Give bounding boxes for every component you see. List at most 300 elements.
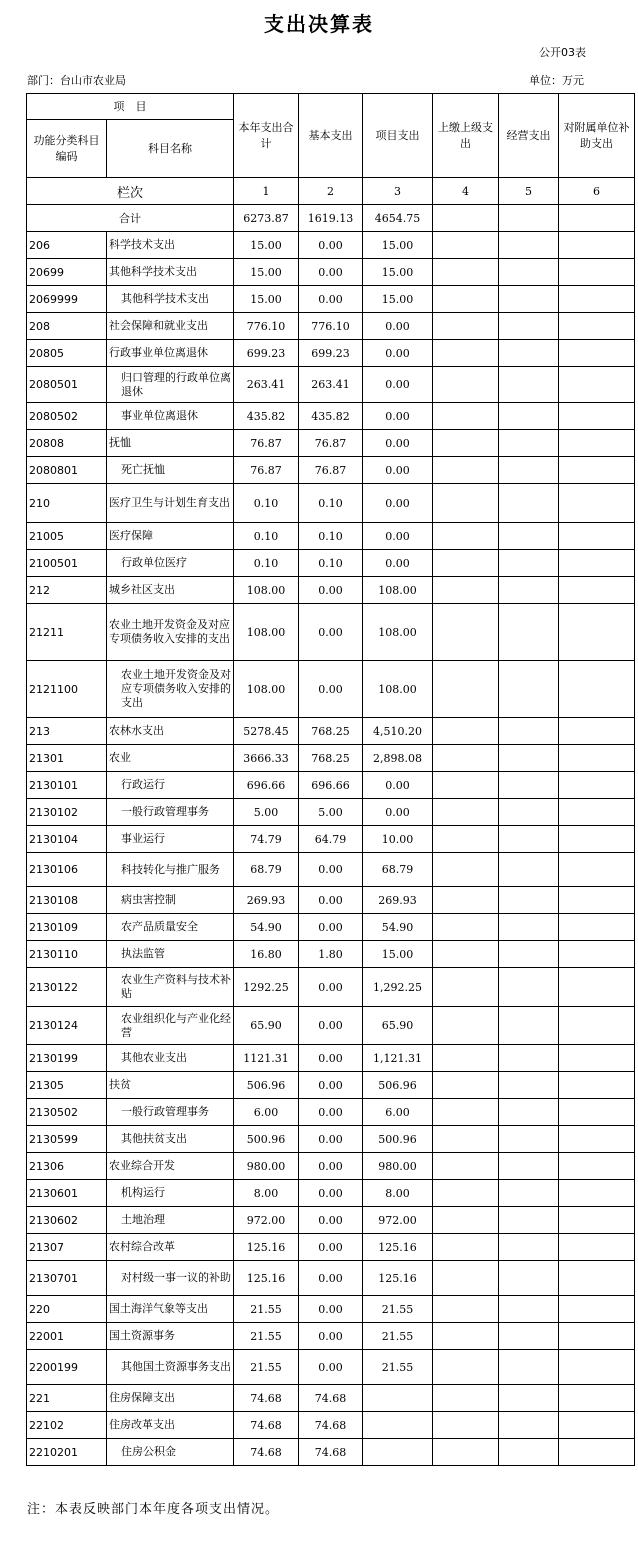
- total-cell: 5278.45: [234, 718, 299, 745]
- code-cell: 21211: [27, 604, 107, 661]
- basic-cell: 0.00: [299, 604, 363, 661]
- code-cell: 2130601: [27, 1180, 107, 1207]
- business-cell: [499, 1261, 559, 1296]
- total-cell: 74.68: [234, 1412, 299, 1439]
- basic-cell: 5.00: [299, 799, 363, 826]
- business-cell: [499, 523, 559, 550]
- basic-cell: 0.00: [299, 661, 363, 718]
- upper-cell: [433, 1323, 499, 1350]
- upper-cell: [433, 523, 499, 550]
- subsidy-cell: [559, 661, 635, 718]
- code-cell: 22001: [27, 1323, 107, 1350]
- total-cell: 21.55: [234, 1296, 299, 1323]
- name-cell: 扶贫: [107, 1072, 234, 1099]
- code-cell: 2130122: [27, 968, 107, 1007]
- total-cell: 21.55: [234, 1350, 299, 1385]
- subsidy-cell: [559, 1412, 635, 1439]
- table-row: [27, 914, 635, 941]
- upper-cell: [433, 1234, 499, 1261]
- table-row: [27, 1296, 635, 1323]
- project-cell: 0.00: [363, 340, 433, 367]
- table-row: [27, 1153, 635, 1180]
- total-cell: 435.82: [234, 403, 299, 430]
- table-row: [27, 1126, 635, 1153]
- table-row: [27, 484, 635, 523]
- subsidy-cell: [559, 577, 635, 604]
- project-cell: 0.00: [363, 367, 433, 403]
- project-cell: 125.16: [363, 1261, 433, 1296]
- business-cell: [499, 550, 559, 577]
- total-cell: 0.10: [234, 523, 299, 550]
- total-cell: 699.23: [234, 340, 299, 367]
- subsidy-cell: [559, 853, 635, 887]
- basic-cell: 0.00: [299, 286, 363, 313]
- business-cell: [499, 826, 559, 853]
- business-cell: [499, 1045, 559, 1072]
- business-cell: [499, 772, 559, 799]
- basic-cell: 0.00: [299, 577, 363, 604]
- subsidy-cell: [559, 1126, 635, 1153]
- project-cell: 0.00: [363, 430, 433, 457]
- project-cell: 0.00: [363, 799, 433, 826]
- name-cell: 其他科学技术支出: [107, 259, 234, 286]
- total-cell: 15.00: [234, 286, 299, 313]
- code-cell: 2080501: [27, 367, 107, 403]
- upper-cell: [433, 826, 499, 853]
- project-cell: 15.00: [363, 941, 433, 968]
- total-cell: 776.10: [234, 313, 299, 340]
- project-cell: 0.00: [363, 523, 433, 550]
- code-cell: 208: [27, 313, 107, 340]
- name-cell: 农业综合开发: [107, 1153, 234, 1180]
- total-cell: 6.00: [234, 1099, 299, 1126]
- total-cell: 108.00: [234, 661, 299, 718]
- project-cell: 8.00: [363, 1180, 433, 1207]
- subsidy-cell: [559, 772, 635, 799]
- column-number: 4: [433, 178, 499, 205]
- subsidy-cell: [559, 430, 635, 457]
- name-cell: 城乡社区支出: [107, 577, 234, 604]
- name-cell: 土地治理: [107, 1207, 234, 1234]
- project-cell: [363, 1412, 433, 1439]
- upper-cell: [433, 1072, 499, 1099]
- business-cell: [499, 661, 559, 718]
- header-subsidy: 对附属单位补助支出: [559, 94, 635, 178]
- total-cell: 125.16: [234, 1234, 299, 1261]
- table-row: [27, 259, 635, 286]
- column-number: 6: [559, 178, 635, 205]
- subsidy-cell: [559, 1099, 635, 1126]
- business-cell: [499, 604, 559, 661]
- table-row: [27, 799, 635, 826]
- total-cell: 76.87: [234, 457, 299, 484]
- table-row: [27, 1234, 635, 1261]
- business-cell: [499, 887, 559, 914]
- header-total: 本年支出合计: [234, 94, 299, 178]
- total-subsidy: [559, 205, 635, 232]
- code-cell: 2130101: [27, 772, 107, 799]
- subsidy-cell: [559, 403, 635, 430]
- subsidy-cell: [559, 367, 635, 403]
- upper-cell: [433, 799, 499, 826]
- upper-cell: [433, 286, 499, 313]
- name-cell: 其他国土资源事务支出: [107, 1350, 234, 1385]
- upper-cell: [433, 367, 499, 403]
- table-row: [27, 1412, 635, 1439]
- code-cell: 2130602: [27, 1207, 107, 1234]
- subsidy-cell: [559, 914, 635, 941]
- code-cell: 2130104: [27, 826, 107, 853]
- project-cell: 0.00: [363, 772, 433, 799]
- basic-cell: 263.41: [299, 367, 363, 403]
- code-cell: 2200199: [27, 1350, 107, 1385]
- upper-cell: [433, 887, 499, 914]
- subsidy-cell: [559, 745, 635, 772]
- subsidy-cell: [559, 604, 635, 661]
- total-cell: 269.93: [234, 887, 299, 914]
- total-cell: 15.00: [234, 259, 299, 286]
- code-cell: 2210201: [27, 1439, 107, 1466]
- basic-cell: 0.00: [299, 1072, 363, 1099]
- project-cell: 0.00: [363, 550, 433, 577]
- total-cell: 263.41: [234, 367, 299, 403]
- name-cell: 病虫害控制: [107, 887, 234, 914]
- basic-cell: 435.82: [299, 403, 363, 430]
- project-cell: 108.00: [363, 604, 433, 661]
- code-cell: 2130599: [27, 1126, 107, 1153]
- upper-cell: [433, 745, 499, 772]
- total-cell: 972.00: [234, 1207, 299, 1234]
- table-row: [27, 1180, 635, 1207]
- name-cell: 一般行政管理事务: [107, 799, 234, 826]
- business-cell: [499, 745, 559, 772]
- project-cell: 65.90: [363, 1007, 433, 1045]
- table-row: [27, 1350, 635, 1385]
- name-cell: 社会保障和就业支出: [107, 313, 234, 340]
- business-cell: [499, 430, 559, 457]
- basic-cell: 0.00: [299, 1207, 363, 1234]
- business-cell: [499, 1207, 559, 1234]
- project-cell: 0.00: [363, 484, 433, 523]
- business-cell: [499, 1180, 559, 1207]
- total-label: 合计: [27, 205, 234, 232]
- business-cell: [499, 968, 559, 1007]
- project-cell: [363, 1385, 433, 1412]
- code-cell: 2130106: [27, 853, 107, 887]
- upper-cell: [433, 1385, 499, 1412]
- table-row: [27, 1439, 635, 1466]
- name-cell: 农业: [107, 745, 234, 772]
- business-cell: [499, 1072, 559, 1099]
- upper-cell: [433, 1045, 499, 1072]
- business-cell: [499, 1323, 559, 1350]
- total-business: [499, 205, 559, 232]
- total-cell: 65.90: [234, 1007, 299, 1045]
- name-cell: 农业组织化与产业化经营: [107, 1007, 234, 1045]
- total-amount: 6273.87: [234, 205, 299, 232]
- subsidy-cell: [559, 1180, 635, 1207]
- subsidy-cell: [559, 1045, 635, 1072]
- code-cell: 21301: [27, 745, 107, 772]
- basic-cell: 0.10: [299, 523, 363, 550]
- code-cell: 2130109: [27, 914, 107, 941]
- business-cell: [499, 1350, 559, 1385]
- header-business: 经营支出: [499, 94, 559, 178]
- table-row: [27, 1099, 635, 1126]
- table-row: [27, 403, 635, 430]
- upper-cell: [433, 1207, 499, 1234]
- subsidy-cell: [559, 826, 635, 853]
- total-cell: 0.10: [234, 484, 299, 523]
- subsidy-cell: [559, 484, 635, 523]
- basic-cell: 76.87: [299, 457, 363, 484]
- subsidy-cell: [559, 799, 635, 826]
- table-row: [27, 661, 635, 718]
- total-cell: 3666.33: [234, 745, 299, 772]
- total-cell: 980.00: [234, 1153, 299, 1180]
- upper-cell: [433, 484, 499, 523]
- upper-cell: [433, 661, 499, 718]
- footnote: 注：本表反映部门本年度各项支出情况。: [27, 1502, 280, 1517]
- subsidy-cell: [559, 718, 635, 745]
- code-cell: 2130110: [27, 941, 107, 968]
- project-cell: 269.93: [363, 887, 433, 914]
- code-cell: 221: [27, 1385, 107, 1412]
- code-cell: 2080502: [27, 403, 107, 430]
- business-cell: [499, 1385, 559, 1412]
- code-cell: 2130701: [27, 1261, 107, 1296]
- total-cell: 1292.25: [234, 968, 299, 1007]
- basic-cell: 0.00: [299, 1323, 363, 1350]
- table-row: [27, 340, 635, 367]
- business-cell: [499, 367, 559, 403]
- unit-label: 单位：万元: [529, 74, 584, 87]
- business-cell: [499, 1439, 559, 1466]
- code-cell: 2100501: [27, 550, 107, 577]
- subsidy-cell: [559, 232, 635, 259]
- basic-cell: 0.00: [299, 1350, 363, 1385]
- upper-cell: [433, 403, 499, 430]
- total-cell: 500.96: [234, 1126, 299, 1153]
- total-cell: 68.79: [234, 853, 299, 887]
- project-cell: [363, 1439, 433, 1466]
- total-cell: 21.55: [234, 1323, 299, 1350]
- project-cell: 972.00: [363, 1207, 433, 1234]
- total-cell: 15.00: [234, 232, 299, 259]
- business-cell: [499, 914, 559, 941]
- total-cell: 74.68: [234, 1439, 299, 1466]
- name-cell: 住房改革支出: [107, 1412, 234, 1439]
- total-cell: 506.96: [234, 1072, 299, 1099]
- subsidy-cell: [559, 887, 635, 914]
- project-cell: 108.00: [363, 577, 433, 604]
- basic-cell: 0.00: [299, 1126, 363, 1153]
- business-cell: [499, 1296, 559, 1323]
- project-cell: 21.55: [363, 1296, 433, 1323]
- basic-cell: 74.68: [299, 1439, 363, 1466]
- basic-cell: 0.00: [299, 853, 363, 887]
- name-cell: 科技转化与推广服务: [107, 853, 234, 887]
- subsidy-cell: [559, 1007, 635, 1045]
- total-cell: 5.00: [234, 799, 299, 826]
- subsidy-cell: [559, 1350, 635, 1385]
- name-cell: 死亡抚恤: [107, 457, 234, 484]
- basic-cell: 1.80: [299, 941, 363, 968]
- total-upper: [433, 205, 499, 232]
- table-row: [27, 941, 635, 968]
- subsidy-cell: [559, 1234, 635, 1261]
- subsidy-cell: [559, 1207, 635, 1234]
- business-cell: [499, 799, 559, 826]
- project-cell: 506.96: [363, 1072, 433, 1099]
- business-cell: [499, 577, 559, 604]
- business-cell: [499, 1007, 559, 1045]
- subsidy-cell: [559, 523, 635, 550]
- upper-cell: [433, 1007, 499, 1045]
- table-row: [27, 1007, 635, 1045]
- total-cell: 74.68: [234, 1385, 299, 1412]
- name-cell: 住房保障支出: [107, 1385, 234, 1412]
- name-cell: 农村综合改革: [107, 1234, 234, 1261]
- table-row: [27, 718, 635, 745]
- total-cell: 1121.31: [234, 1045, 299, 1072]
- subsidy-cell: [559, 340, 635, 367]
- name-cell: 科学技术支出: [107, 232, 234, 259]
- code-cell: 2130199: [27, 1045, 107, 1072]
- business-cell: [499, 484, 559, 523]
- project-cell: 1,292.25: [363, 968, 433, 1007]
- project-cell: 0.00: [363, 403, 433, 430]
- department-label: 部门：台山市农业局: [27, 74, 126, 87]
- name-cell: 执法监管: [107, 941, 234, 968]
- total-cell: 74.79: [234, 826, 299, 853]
- basic-cell: 0.00: [299, 1296, 363, 1323]
- total-cell: 696.66: [234, 772, 299, 799]
- subsidy-cell: [559, 1296, 635, 1323]
- basic-cell: 0.00: [299, 1045, 363, 1072]
- table-row: [27, 604, 635, 661]
- code-cell: 212: [27, 577, 107, 604]
- code-cell: 20699: [27, 259, 107, 286]
- business-cell: [499, 313, 559, 340]
- project-cell: 15.00: [363, 232, 433, 259]
- table-row: [27, 968, 635, 1007]
- total-basic: 1619.13: [299, 205, 363, 232]
- subsidy-cell: [559, 313, 635, 340]
- upper-cell: [433, 577, 499, 604]
- name-cell: 其他扶贫支出: [107, 1126, 234, 1153]
- project-cell: 68.79: [363, 853, 433, 887]
- basic-cell: 0.00: [299, 1099, 363, 1126]
- total-row: [27, 205, 635, 232]
- code-cell: 21305: [27, 1072, 107, 1099]
- name-cell: 其他科学技术支出: [107, 286, 234, 313]
- basic-cell: 0.00: [299, 259, 363, 286]
- basic-cell: 699.23: [299, 340, 363, 367]
- subsidy-cell: [559, 550, 635, 577]
- table-row: [27, 1045, 635, 1072]
- code-cell: 2130102: [27, 799, 107, 826]
- business-cell: [499, 403, 559, 430]
- code-cell: 21307: [27, 1234, 107, 1261]
- name-cell: 事业单位离退休: [107, 403, 234, 430]
- table-row: [27, 772, 635, 799]
- basic-cell: 0.00: [299, 914, 363, 941]
- upper-cell: [433, 232, 499, 259]
- name-cell: 农业土地开发资金及对应专项债务收入安排的支出: [107, 604, 234, 661]
- header-code: 功能分类科目编码: [27, 120, 107, 178]
- project-cell: 21.55: [363, 1350, 433, 1385]
- form-number: 公开03表: [539, 46, 586, 59]
- basic-cell: 0.00: [299, 1180, 363, 1207]
- basic-cell: 0.00: [299, 1234, 363, 1261]
- total-cell: 108.00: [234, 577, 299, 604]
- basic-cell: 776.10: [299, 313, 363, 340]
- basic-cell: 0.00: [299, 887, 363, 914]
- name-cell: 农业土地开发资金及对应专项债务收入安排的支出: [107, 661, 234, 718]
- basic-cell: 74.68: [299, 1412, 363, 1439]
- total-cell: 54.90: [234, 914, 299, 941]
- upper-cell: [433, 1412, 499, 1439]
- basic-cell: 0.00: [299, 1153, 363, 1180]
- upper-cell: [433, 550, 499, 577]
- table-row: [27, 313, 635, 340]
- table-row: [27, 1261, 635, 1296]
- project-cell: 108.00: [363, 661, 433, 718]
- header-item: 项 目: [27, 94, 234, 120]
- business-cell: [499, 340, 559, 367]
- upper-cell: [433, 1180, 499, 1207]
- name-cell: 行政事业单位离退休: [107, 340, 234, 367]
- subsidy-cell: [559, 1323, 635, 1350]
- column-number: 1: [234, 178, 299, 205]
- subsidy-cell: [559, 1153, 635, 1180]
- business-cell: [499, 1412, 559, 1439]
- upper-cell: [433, 1439, 499, 1466]
- business-cell: [499, 1234, 559, 1261]
- code-cell: 2080801: [27, 457, 107, 484]
- project-cell: 125.16: [363, 1234, 433, 1261]
- table-row: [27, 457, 635, 484]
- project-cell: 10.00: [363, 826, 433, 853]
- upper-cell: [433, 1261, 499, 1296]
- name-cell: 国土海洋气象等支出: [107, 1296, 234, 1323]
- basic-cell: 64.79: [299, 826, 363, 853]
- code-cell: 210: [27, 484, 107, 523]
- total-project: 4654.75: [363, 205, 433, 232]
- column-number: 5: [499, 178, 559, 205]
- name-cell: 其他农业支出: [107, 1045, 234, 1072]
- basic-cell: 696.66: [299, 772, 363, 799]
- project-cell: 0.00: [363, 313, 433, 340]
- column-number: 2: [299, 178, 363, 205]
- name-cell: 行政单位医疗: [107, 550, 234, 577]
- business-cell: [499, 853, 559, 887]
- subsidy-cell: [559, 259, 635, 286]
- name-cell: 医疗卫生与计划生育支出: [107, 484, 234, 523]
- upper-cell: [433, 259, 499, 286]
- name-cell: 农产品质量安全: [107, 914, 234, 941]
- table-row: [27, 853, 635, 887]
- subsidy-cell: [559, 286, 635, 313]
- upper-cell: [433, 1350, 499, 1385]
- project-cell: 500.96: [363, 1126, 433, 1153]
- table-row: [27, 550, 635, 577]
- table-row: [27, 826, 635, 853]
- name-cell: 行政运行: [107, 772, 234, 799]
- header-project: 项目支出: [363, 94, 433, 178]
- code-cell: 21005: [27, 523, 107, 550]
